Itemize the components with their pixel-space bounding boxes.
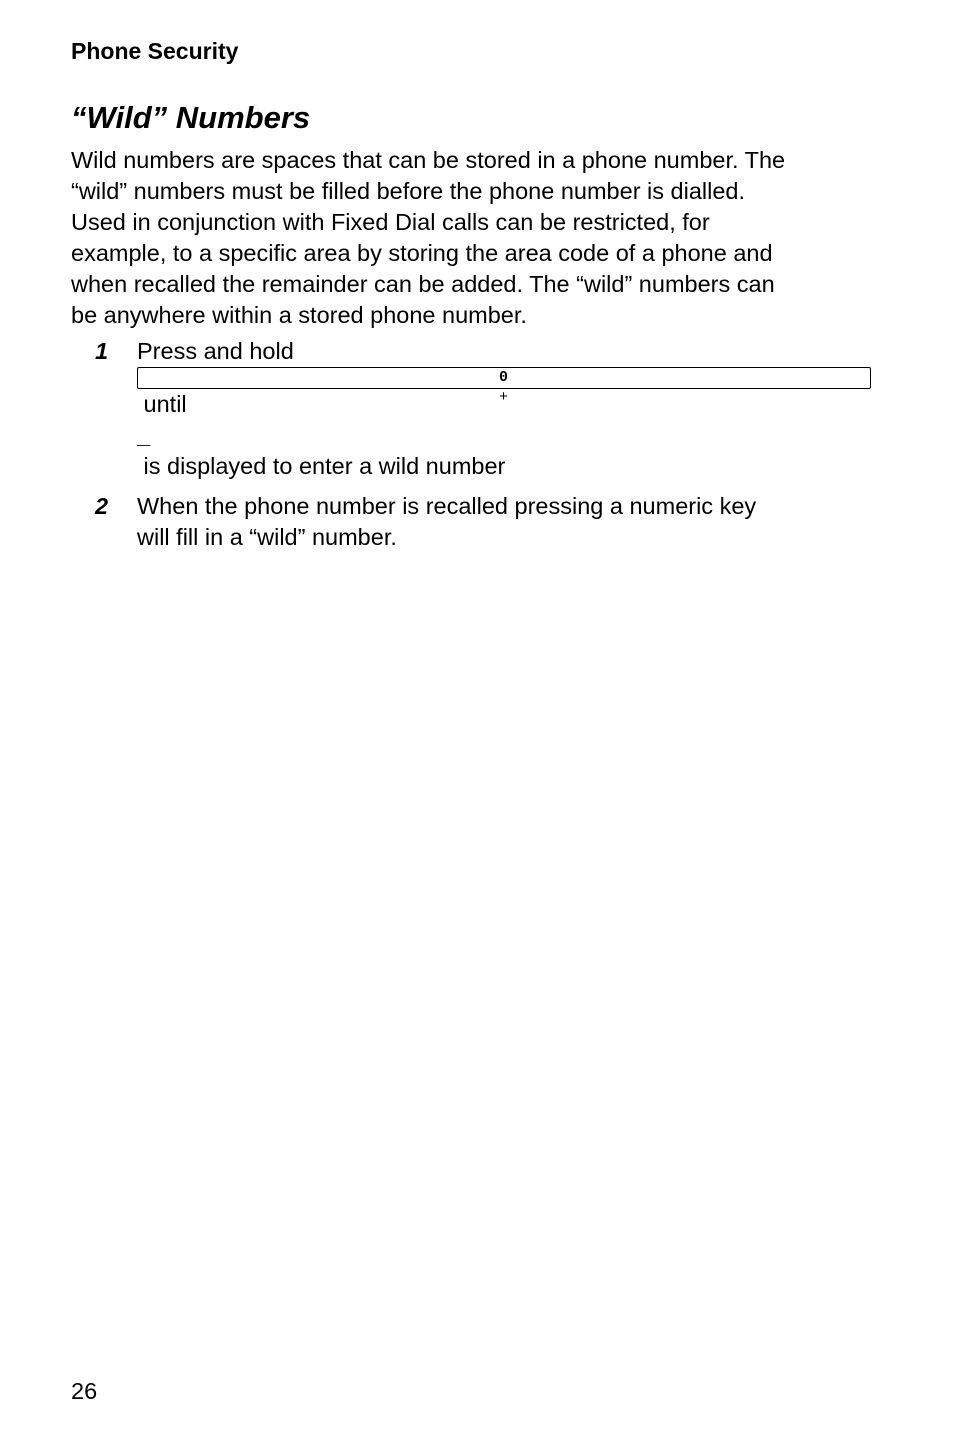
step-item bbox=[71, 336, 871, 482]
step-item bbox=[71, 491, 871, 553]
intro-line: when recalled the remainder can be added. The “wild” numbers can bbox=[71, 271, 775, 297]
step-number: 2 bbox=[95, 493, 109, 519]
intro-line: Wild numbers are spaces that can be stored in a phone number. The bbox=[71, 147, 786, 173]
step-text-segment: until bbox=[137, 391, 194, 417]
wild-cursor-symbol: _ bbox=[137, 422, 151, 448]
page-number: 26 bbox=[71, 1378, 98, 1404]
steps-list bbox=[71, 336, 871, 562]
step-number: 1 bbox=[95, 338, 109, 364]
intro-line: “wild” numbers must be filled before the phone number is dialled. bbox=[71, 178, 746, 204]
key-digit: 0 bbox=[498, 369, 509, 386]
running-header: Phone Security bbox=[71, 38, 239, 64]
step-text bbox=[137, 491, 871, 553]
step-text-segment: Press and hold bbox=[137, 338, 301, 364]
key-symbol: + bbox=[499, 388, 509, 405]
step-text-segment: is displayed to enter a wild number bbox=[137, 453, 506, 479]
intro-paragraph bbox=[71, 145, 851, 331]
section-title: “Wild” Numbers bbox=[71, 100, 311, 135]
step-line: When the phone number is recalled pressing a numeric key bbox=[137, 493, 757, 519]
intro-line: example, to a specific area by storing the area code of a phone and bbox=[71, 240, 773, 266]
step-line: will fill in a “wild” number. bbox=[137, 524, 397, 550]
step-text bbox=[137, 338, 871, 479]
intro-line: Used in conjunction with Fixed Dial calls can be restricted, for bbox=[71, 209, 710, 235]
intro-line: be anywhere within a stored phone number. bbox=[71, 302, 527, 328]
